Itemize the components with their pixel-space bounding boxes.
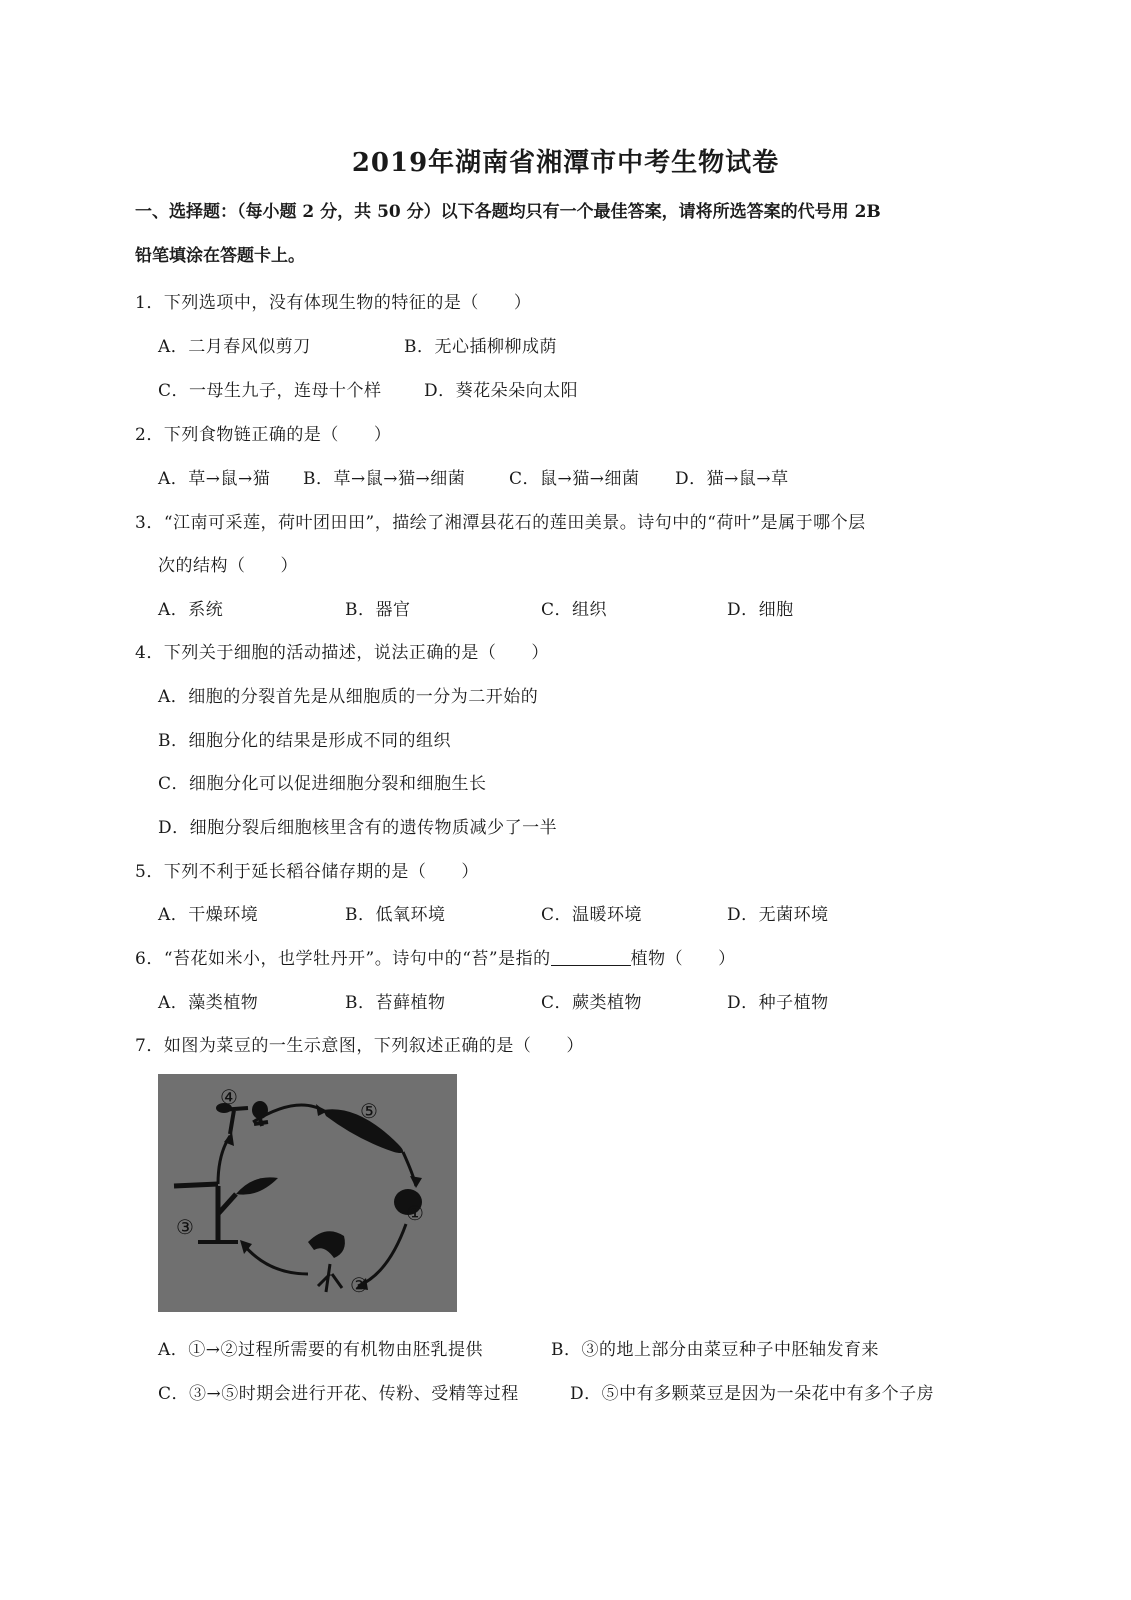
question-7-stem: 7．如图为菜豆的一生示意图，下列叙述正确的是（ ） xyxy=(135,1036,584,1056)
question-1-option-d: D．葵花朵朵向太阳 xyxy=(424,381,579,401)
question-6-stem-part2: 植物（ ） xyxy=(630,949,736,969)
question-5-option-d: D．无菌环境 xyxy=(727,905,829,925)
question-7-option-c: C．③→⑤时期会进行开花、传粉、受精等过程 xyxy=(158,1384,519,1404)
question-1-option-b: B．无心插柳柳成荫 xyxy=(404,337,557,357)
question-4-option-b: B．细胞分化的结果是形成不同的组织 xyxy=(158,731,451,751)
figure-label-2: ② xyxy=(350,1273,368,1297)
question-1-stem: 1．下列选项中，没有体现生物的特征的是（ ） xyxy=(135,293,532,313)
answer-blank xyxy=(551,949,631,966)
question-3-stem: 3．“江南可采莲，荷叶团田田”，描绘了湘潭县花石的莲田美景。诗句中的“荷叶”是属于哪个层 xyxy=(135,513,866,533)
question-2-option-a: A．草→鼠→猫 xyxy=(158,469,271,489)
question-2-stem: 2．下列食物链正确的是（ ） xyxy=(135,425,392,445)
question-6-option-a: A．藻类植物 xyxy=(158,993,259,1013)
question-2-option-d: D．猫→鼠→草 xyxy=(675,469,789,489)
question-1-option-c: C．一母生九子，连母十个样 xyxy=(158,381,382,401)
question-4-stem: 4．下列关于细胞的活动描述，说法正确的是（ ） xyxy=(135,643,549,663)
question-3-option-a: A．系统 xyxy=(158,600,224,620)
question-6-option-b: B．苔藓植物 xyxy=(345,993,446,1013)
question-2-option-b: B．草→鼠→猫→细菌 xyxy=(303,469,466,489)
figure-label-4: ④ xyxy=(220,1085,238,1109)
question-6-option-d: D．种子植物 xyxy=(727,993,829,1013)
question-4-option-a: A．细胞的分裂首先是从细胞质的一分为二开始的 xyxy=(158,687,539,707)
section-heading xyxy=(135,190,995,278)
question-1-option-a: A．二月春风似剪刀 xyxy=(158,337,311,357)
question-4-option-c: C．细胞分化可以促进细胞分裂和细胞生长 xyxy=(158,774,487,794)
question-7-option-d: D．⑤中有多颗菜豆是因为一朵花中有多个子房 xyxy=(570,1384,935,1404)
bean-life-cycle-figure xyxy=(158,1074,457,1312)
question-7-option-a: A．①→②过程所需要的有机物由胚乳提供 xyxy=(158,1340,484,1360)
section-heading-line1: 一、选择题：（每小题 2 分，共 50 分）以下各题均只有一个最佳答案，请将所选答案的代号用 2B xyxy=(135,202,881,222)
question-5-option-c: C．温暖环境 xyxy=(541,905,643,925)
figure-label-5: ⑤ xyxy=(360,1099,378,1123)
question-6-stem-part1: 6．“苔花如米小，也学牡丹开”。诗句中的“苔”是指的 xyxy=(135,949,551,969)
question-5-option-b: B．低氧环境 xyxy=(345,905,446,925)
question-3-option-b: B．器官 xyxy=(345,600,411,620)
question-3-option-d: D．细胞 xyxy=(727,600,794,620)
question-6-option-c: C．蕨类植物 xyxy=(541,993,643,1013)
question-3-option-c: C．组织 xyxy=(541,600,608,620)
question-5-stem: 5．下列不利于延长稻谷储存期的是（ ） xyxy=(135,862,479,882)
question-2-option-c: C．鼠→猫→细菌 xyxy=(509,469,640,489)
figure-label-1: ① xyxy=(406,1201,424,1225)
question-6-stem xyxy=(135,944,736,969)
question-5-option-a: A．干燥环境 xyxy=(158,905,259,925)
section-heading-line2: 铅笔填涂在答题卡上。 xyxy=(135,246,305,266)
question-7-option-b: B．③的地上部分由菜豆种子中胚轴发育来 xyxy=(551,1340,879,1360)
question-4-option-d: D．细胞分裂后细胞核里含有的遗传物质减少了一半 xyxy=(158,818,558,838)
question-3-stem-continued: 次的结构（ ） xyxy=(158,556,298,576)
figure-label-3: ③ xyxy=(176,1215,194,1239)
page-title: 2019年湖南省湘潭市中考生物试卷 xyxy=(351,148,780,178)
